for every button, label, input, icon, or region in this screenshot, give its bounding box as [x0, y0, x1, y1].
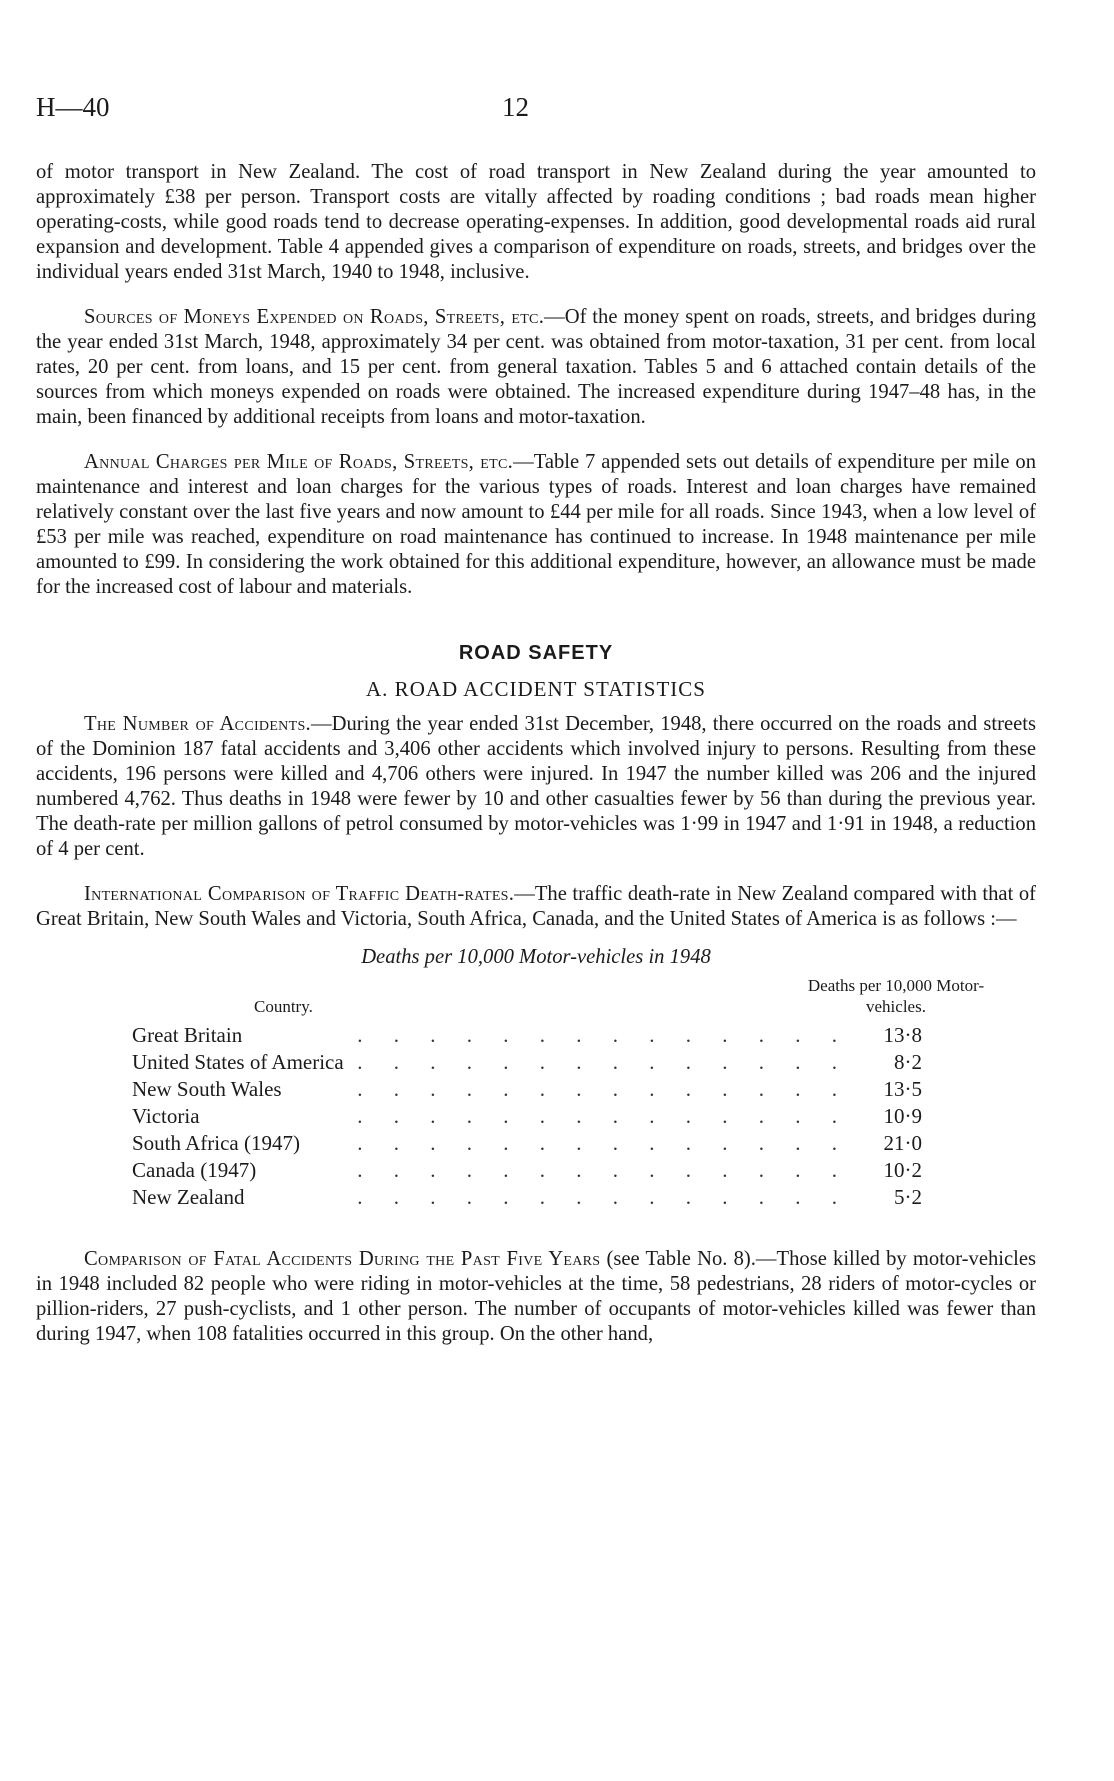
- row-country: Great Britain: [132, 1023, 246, 1048]
- dot-leader: . . . . . . . . . . . . . .: [357, 1023, 850, 1047]
- table-row: [132, 1104, 1032, 1131]
- paragraph-lead-sources: Sources of Moneys Expended on Roads, Streets, etc.: [84, 306, 545, 328]
- paragraph-sources-of-moneys: [36, 305, 1036, 430]
- paragraph-lead-accidents: The Number of Accidents.: [84, 713, 311, 735]
- table-caption: Deaths per 10,000 Motor-vehicles in 1948: [361, 946, 711, 968]
- paragraph-transport-cost: of motor transport in New Zealand. The cost of road transport in New Zealand during the year amounted to approximately £38 per person. Transport costs are vitally affected by roading conditions ; bad roads mean higher operating-costs, while good roads tend to decrease operating-expenses. In addition, good developmental roads aid rural expansion and development. Table 4 appended gives a comparison of expenditure on roads, streets, and bridges over the individual years ended 31st March, 1940 to 1948, inclusive.: [36, 161, 1036, 283]
- dot-leader: . . . . . . . . . . . . . .: [357, 1158, 850, 1182]
- paragraph-annual-charges: [36, 450, 1036, 600]
- row-value: 10·9: [883, 1104, 922, 1128]
- row-value: 13·5: [883, 1077, 922, 1101]
- paragraph-lead-annual-charges: Annual Charges per Mile of Roads, Streets, etc.: [84, 451, 514, 473]
- table-rows: [132, 1023, 1032, 1212]
- subsection-title-accident-statistics: A. ROAD ACCIDENT STATISTICS: [366, 677, 706, 701]
- dot-leader: . . . . . . . . . . . . . .: [357, 1185, 850, 1209]
- document-code: H—40: [36, 92, 110, 122]
- paragraph-text-fatal-accidents: (see Table No. 8).—Those killed by motor-vehicles in 1948 included 82 people who were riding in motor-vehicles at the time, 58 pedestrians, 28 riders of motor-cycles or pillion-riders, 27 push-cyclists, and 1 other person. The number of occupants of motor-vehicles killed was fewer than during 1947, when 108 fatalities occurred in this group. On the other hand,: [36, 1248, 1037, 1345]
- row-value: 5·2: [894, 1185, 922, 1209]
- row-value: 21·0: [883, 1131, 922, 1155]
- deaths-table: [36, 975, 1036, 1225]
- dot-leader: . . . . . . . . . . . . . .: [357, 1131, 850, 1155]
- dot-leader: . . . . . . . . . . . . . .: [357, 1104, 850, 1128]
- table-row: [132, 1131, 1032, 1158]
- paragraph-international-comparison: [36, 882, 1036, 932]
- page-number: 12: [502, 92, 529, 122]
- column-header-deaths: Deaths per 10,000 Motor-vehicles.: [807, 976, 985, 1016]
- table-row: [132, 1158, 1032, 1185]
- paragraph-text-sources: —Of the money spent on roads, streets, and bridges during the year ended 31st March, 1948, approximately 34 per cent. was obtained from motor-taxation, 31 per cent. from local rates, 20 per cent. from loans, and 15 per cent. from general taxation. Tables 5 and 6 attached contain details of the sources from which moneys expended on roads were obtained. The increased expenditure during 1947–48 has, in the main, been financed by additional receipts from loans and motor-taxation.: [36, 306, 1036, 428]
- row-value: 10·2: [883, 1158, 922, 1182]
- row-country: New Zealand: [132, 1185, 249, 1210]
- column-header-country: Country.: [254, 997, 313, 1016]
- paragraph-lead-international: International Comparison of Traffic Death-rates.: [84, 883, 515, 905]
- paragraph-number-of-accidents: [36, 712, 1036, 862]
- row-value: 13·8: [883, 1023, 922, 1047]
- row-country: United States of America: [132, 1050, 348, 1075]
- row-country: South Africa (1947): [132, 1131, 304, 1156]
- page-body: [36, 160, 1036, 1367]
- table-row: [132, 1185, 1032, 1212]
- row-value: 8·2: [894, 1050, 922, 1074]
- dot-leader: . . . . . . . . . . . . . .: [357, 1050, 850, 1074]
- paragraph-lead-fatal-accidents: Comparison of Fatal Accidents During the Past Five Years: [84, 1248, 601, 1270]
- table-row: [132, 1023, 1032, 1050]
- dot-leader: . . . . . . . . . . . . . .: [357, 1077, 850, 1101]
- page-header: [36, 92, 1036, 126]
- paragraph-fatal-accidents-comparison: [36, 1247, 1036, 1347]
- row-country: New South Wales: [132, 1077, 286, 1102]
- row-country: Canada (1947): [132, 1158, 260, 1183]
- paragraph-text-international: —The traffic death-rate in New Zealand compared with that of Great Britain, New South Wales and Victoria, South Africa, Canada, and the United States of America is as follows :—: [36, 883, 1036, 930]
- section-title-road-safety: ROAD SAFETY: [458, 642, 614, 664]
- table-row: [132, 1077, 1032, 1104]
- paragraph-text-accidents: —During the year ended 31st December, 1948, there occurred on the roads and streets of the Dominion 187 fatal accidents and 3,406 other accidents which involved injury to persons. Resulting from these accidents, 196 persons were killed and 4,706 others were injured. In 1947 the number killed was 206 and the injured numbered 4,762. Thus deaths in 1948 were fewer by 10 and other casualties fewer by 56 than during the previous year. The death-rate per million gallons of petrol consumed by motor-vehicles was 1·99 in 1947 and 1·91 in 1948, a reduction of 4 per cent.: [36, 713, 1036, 860]
- paragraph-text-annual-charges: —Table 7 appended sets out details of expenditure per mile on maintenance and interest and loan charges for the various types of roads. Interest and loan charges have remained relatively constant over the last five years and now amount to £44 per mile for all roads. Since 1943, when a low level of £53 per mile was reached, expenditure on road maintenance has continued to increase. In 1948 maintenance per mile amounted to £99. In considering the work obtained for this additional expenditure, however, an allowance must be made for the increased cost of labour and materials.: [36, 451, 1037, 598]
- row-country: Victoria: [132, 1104, 204, 1129]
- table-row: [132, 1050, 1032, 1077]
